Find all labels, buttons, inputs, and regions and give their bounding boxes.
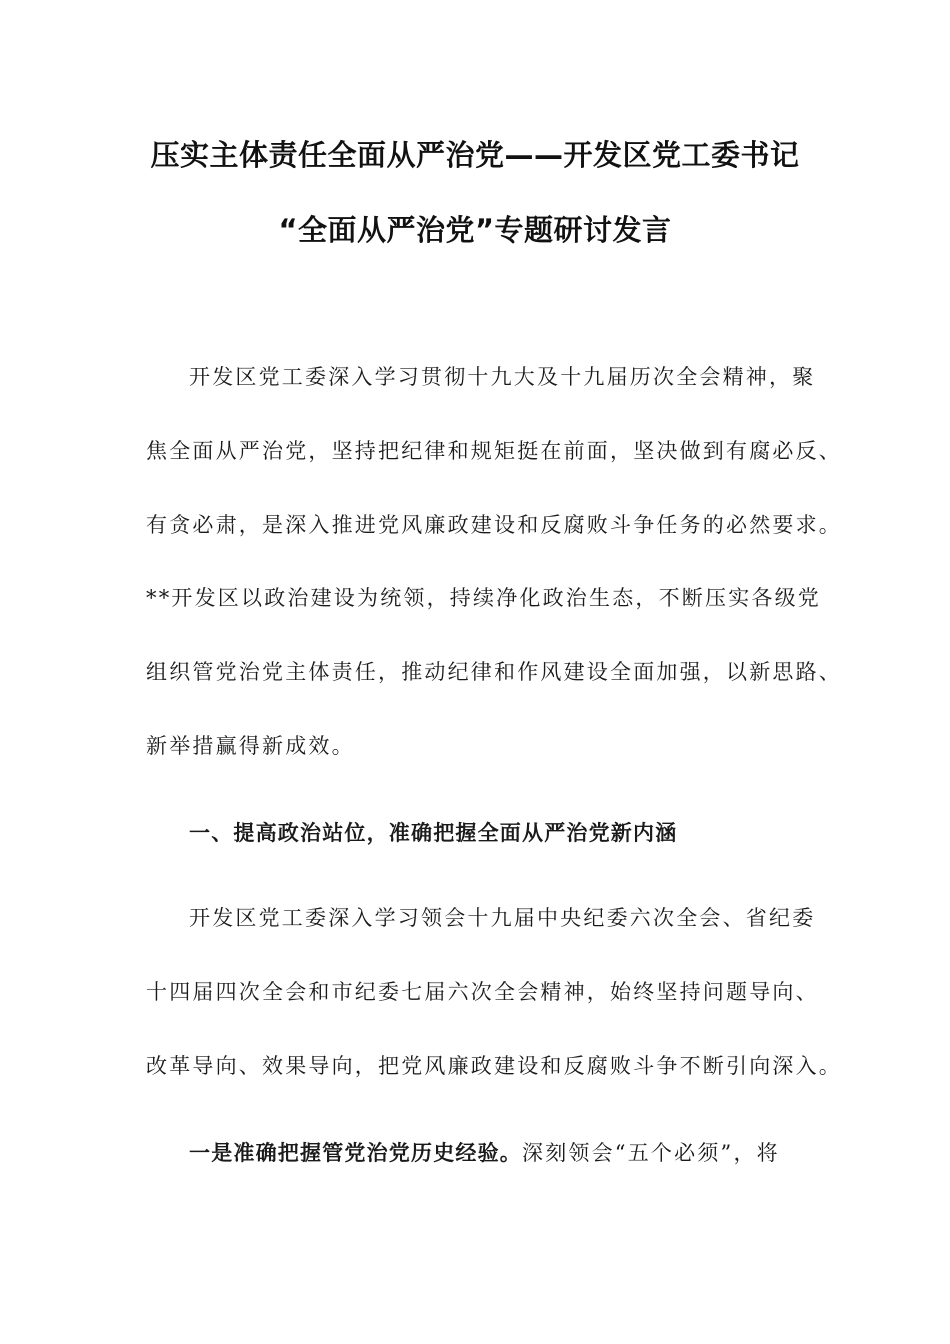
paragraph-1-line-1: 开发区党工委深入学习贯彻十九大及十九届历次全会精神，聚 <box>189 365 816 389</box>
section-1-heading: 一、提高政治站位，准确把握全面从严治党新内涵 <box>189 821 678 845</box>
paragraph-3-text: 深刻领会“五个必须”，将 <box>522 1141 780 1165</box>
paragraph-1-line-6: 新举措赢得新成效。 <box>146 734 355 758</box>
document-title-line-2: “全面从严治党”专题研讨发言 <box>278 213 672 247</box>
paragraph-3-bold-lead: 一是准确把握管党治党历史经验。 <box>189 1141 522 1165</box>
paragraph-2-line-1: 开发区党工委深入学习领会十九届中央纪委六次全会、省纪委 <box>189 906 816 930</box>
paragraph-2-line-3: 改革导向、效果导向，把党风廉政建设和反腐败斗争不断引向深入。 <box>146 1054 842 1078</box>
paragraph-1-line-2: 焦全面从严治党，坚持把纪律和规矩挺在前面，坚决做到有腐必反、 <box>146 439 842 463</box>
paragraph-1-line-3: 有贪必肃，是深入推进党风廉政建设和反腐败斗争任务的必然要求。 <box>146 513 842 537</box>
paragraph-1-line-5: 组织管党治党主体责任，推动纪律和作风建设全面加强，以新思路、 <box>146 660 842 684</box>
paragraph-1-line-4: **开发区以政治建设为统领，持续净化政治生态，不断压实各级党 <box>146 586 821 610</box>
paragraph-3-line-1 <box>189 1138 811 1168</box>
paragraph-2-line-2: 十四届四次全会和市纪委七届六次全会精神，始终坚持问题导向、 <box>146 980 819 1004</box>
document-title-line-1: 压实主体责任全面从严治党——开发区党工委书记 <box>150 138 800 172</box>
